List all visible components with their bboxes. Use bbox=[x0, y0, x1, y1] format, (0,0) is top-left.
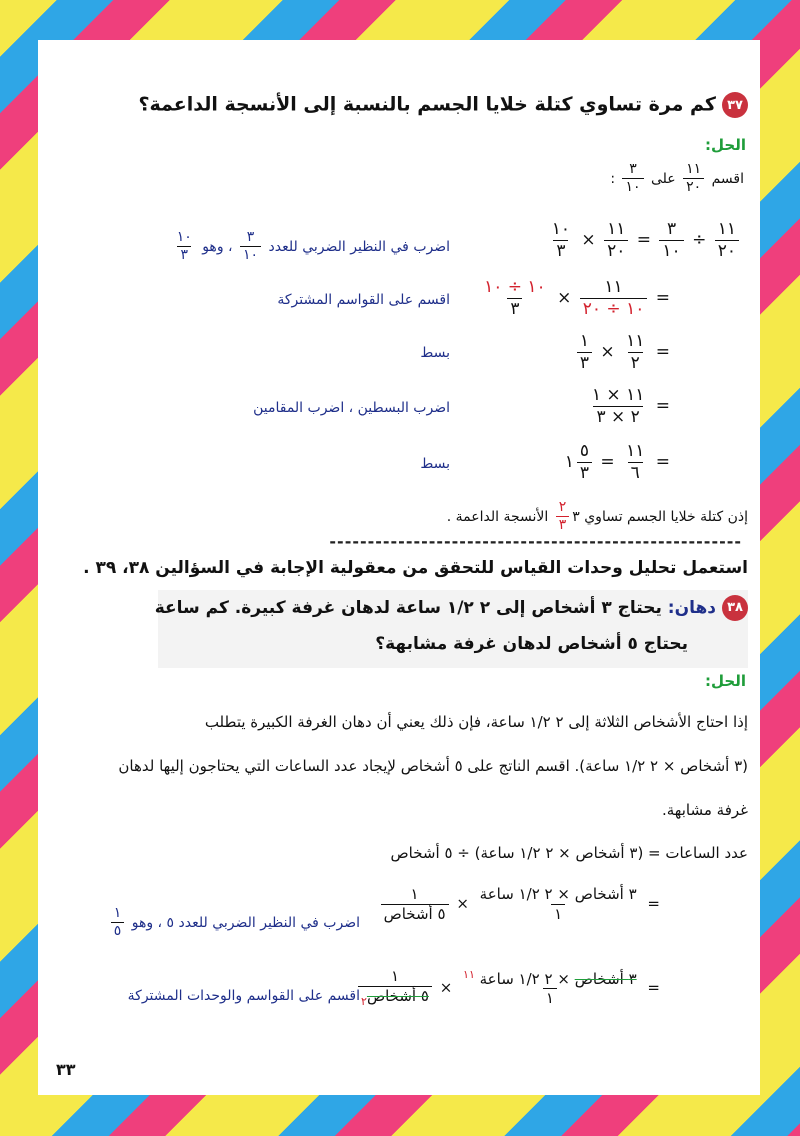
solution-label: الحل: bbox=[705, 672, 746, 690]
fraction: $\frac{١}{٣}$ bbox=[577, 332, 592, 372]
note-text: اضرب في النظير الضربي للعدد bbox=[268, 238, 450, 255]
fraction: $\frac{١١}{٦}$ bbox=[626, 441, 645, 483]
fraction: $\frac{٣ أشخاص \times ٢ ١/٢ ساعة ^{١١}}{١}$ bbox=[463, 967, 637, 1008]
note-2: اقسم على القواسم المشتركة bbox=[277, 292, 450, 308]
question-38-box bbox=[154, 590, 748, 668]
step-5: = $\frac{١١}{٦}$ = $\frac{٥}{٣}$ ١ bbox=[564, 441, 670, 483]
equation-1: = $\frac{\text{٣ أشخاص × ٢ ١/٢ ساعة}}{١}$ × $\frac{١}{\text{٥ أشخاص}}$ bbox=[378, 886, 660, 922]
note-1 bbox=[171, 230, 450, 264]
explanation bbox=[88, 700, 748, 832]
question-number-badge: ٣٧ bbox=[722, 92, 748, 118]
question-37 bbox=[138, 92, 748, 118]
fraction: $\frac{٥}{٣}$ bbox=[577, 442, 592, 482]
fraction: $\frac{١١}{٢}$ bbox=[626, 331, 645, 373]
cancelled-unit: ٥ أشخاص bbox=[366, 986, 429, 1005]
colon: : bbox=[610, 170, 616, 187]
separator: ------------------------------------------------------ bbox=[329, 532, 742, 551]
instruction: استعمل تحليل وحدات القياس للتحقق من معقولية الإجابة في السؤالين ٣٨، ٣٩ . bbox=[83, 558, 748, 578]
cancel-mark: ١١ bbox=[463, 967, 475, 981]
fraction: $\frac{٢}{٣}$ bbox=[556, 500, 570, 534]
fraction: $\frac{١١}{٢٠}$ bbox=[715, 220, 739, 260]
whole-number: ١ bbox=[564, 452, 574, 473]
note-3: بسط bbox=[420, 345, 450, 361]
question-title: دهان: bbox=[667, 598, 716, 618]
fraction: $\frac{٣}{١٠}$ bbox=[622, 162, 643, 196]
equation-2: = $\frac{٣ أشخاص \times ٢ ١/٢ ساعة ^{١١}}{١}$ × $\frac{١}{٥ أشخاص_٢}$ bbox=[355, 968, 660, 1008]
note-4: اضرب البسطين ، اضرب المقامين bbox=[253, 400, 450, 416]
numerator-rest: × ٢ ١/٢ ساعة bbox=[479, 969, 570, 988]
intro-text: اقسم bbox=[711, 170, 744, 187]
note-and: ، وهو bbox=[202, 238, 233, 255]
fraction: $\frac{١٠ \div ١٠}{٣}$ bbox=[484, 277, 546, 319]
fraction: $\frac{١٠}{٣}$ bbox=[551, 219, 571, 261]
fraction: $\frac{٣}{١٠}$ bbox=[659, 220, 683, 260]
explanation-line-2: (٣ أشخاص × ٢ ١/٢ ساعة). اقسم الناتج على ٥ أشخاص لإيجاد عدد الساعات التي يحتاجون إليها لدهان bbox=[118, 757, 748, 775]
explanation-line-1: إذا احتاج الأشخاص الثلاثة إلى ٢ ١/٢ ساعة، فإن ذلك يعني أن دهان الغرفة الكبيرة يتطلب bbox=[204, 713, 748, 731]
page-number: ٣٣ bbox=[56, 1060, 76, 1079]
note-text: اضرب في النظير الضربي للعدد ٥ ، وهو bbox=[131, 914, 360, 931]
solution-label: الحل: bbox=[705, 136, 746, 154]
hours-equation: عدد الساعات = (٣ أشخاص × ٢ ١/٢ ساعة) ÷ ٥ أشخاص bbox=[390, 844, 748, 862]
fraction: $\frac{١١}{١٠ \div ٢٠}$ bbox=[580, 278, 648, 318]
fraction: $\frac{٣}{١٠}$ bbox=[240, 230, 261, 264]
fraction: $\frac{١٠}{٣}$ bbox=[176, 229, 192, 264]
conclusion-text: إذن كتلة خلايا الجسم تساوي bbox=[584, 508, 748, 525]
fraction: $\frac{\text{٣ أشخاص × ٢ ١/٢ ساعة}}{١}$ bbox=[479, 885, 637, 923]
step-1: $\frac{١١}{٢٠}$ ÷ $\frac{٣}{١٠}$ = $\frac{١١}{٢٠}$ × $\frac{١٠}{٣}$ bbox=[546, 220, 742, 260]
explanation-line-3: غرفة مشابهة. bbox=[662, 801, 748, 819]
note-7: اقسم على القواسم والوحدات المشتركة bbox=[127, 988, 360, 1004]
intro-line bbox=[610, 162, 744, 196]
question-number-badge: ٣٨ bbox=[722, 595, 748, 621]
question-text: كم مرة تساوي كتلة خلايا الجسم بالنسبة إلى الأنسجة الداعمة؟ bbox=[138, 93, 716, 116]
conclusion bbox=[447, 500, 748, 534]
question-38-line1 bbox=[154, 590, 748, 626]
note-6 bbox=[108, 906, 360, 940]
fraction: $\frac{١}{٥}$ bbox=[111, 906, 125, 940]
fraction: $\frac{١١}{٢٠}$ bbox=[604, 220, 628, 260]
fraction: $\frac{١١ \times ١}{٢ \times ٣}$ bbox=[591, 385, 645, 427]
step-4: = $\frac{١١ \times ١}{٢ \times ٣}$ bbox=[586, 386, 670, 426]
question-38-line2: يحتاج ٥ أشخاص لدهان غرفة مشابهة؟ bbox=[375, 634, 688, 654]
note-5: بسط bbox=[420, 456, 450, 472]
intro-on: على bbox=[650, 170, 676, 187]
step-2: = $\frac{١١}{١٠ \div ٢٠}$ × $\frac{١٠ \div ١٠}{٣}$ bbox=[478, 278, 670, 318]
fraction: $\frac{١١}{٢٠}$ bbox=[683, 162, 704, 196]
step-3: = $\frac{١١}{٢}$ × $\frac{١}{٣}$ bbox=[574, 332, 670, 372]
fraction: $\frac{١}{٥ أشخاص_٢}$ bbox=[358, 968, 432, 1008]
whole-number: ٣ bbox=[572, 508, 580, 525]
page bbox=[38, 40, 760, 1095]
fraction: $\frac{١}{\text{٥ أشخاص}}$ bbox=[381, 886, 449, 922]
cancel-mark: ٢ bbox=[361, 994, 367, 1008]
cancelled-unit: ٣ أشخاص bbox=[574, 969, 637, 988]
conclusion-text-end: الأنسجة الداعمة . bbox=[446, 508, 549, 525]
question-text: يحتاج ٣ أشخاص إلى ٢ ١/٢ ساعة لدهان غرفة كبيرة. كم ساعة bbox=[154, 598, 662, 618]
